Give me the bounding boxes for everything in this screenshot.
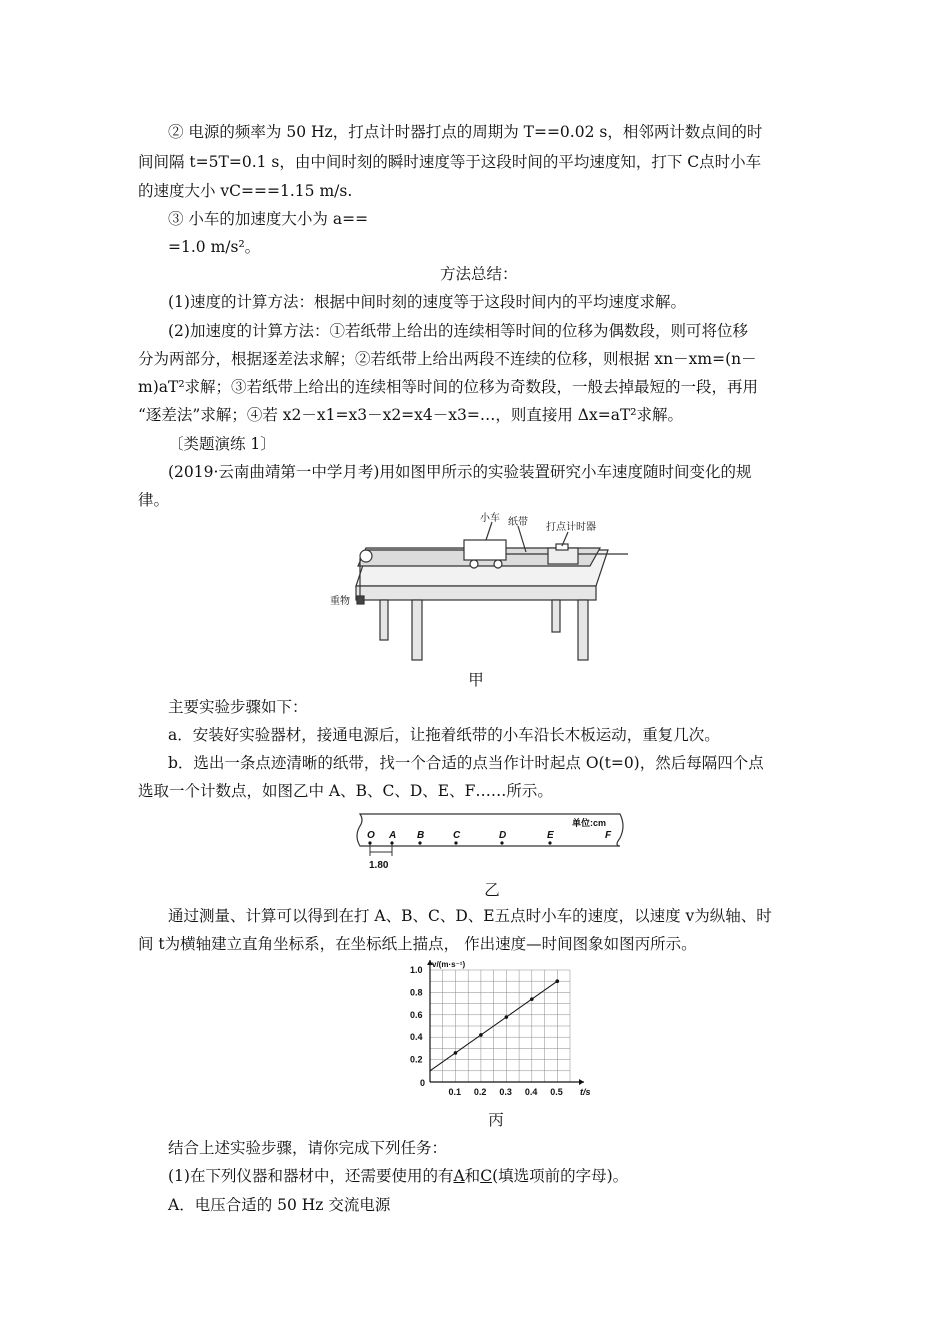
data-point [505, 1015, 509, 1019]
question-1-and: 和 [464, 1167, 481, 1185]
answer-a: A [453, 1167, 465, 1185]
table-edge [356, 586, 596, 600]
tape-dot [418, 841, 421, 844]
x-axis-label: t/s [580, 1087, 591, 1097]
x-axis-arrow [579, 1079, 584, 1085]
cart [464, 540, 506, 560]
y-tick-label: 1.0 [410, 965, 423, 975]
text-line-8: (2)加速度的计算方法：①若纸带上给出的连续相等时间的位移为偶数段，则可将位移 [168, 322, 748, 340]
text-line-9: 分为两部分，根据逐差法求解；②若纸带上给出两段不连续的位移，则根据 xn－xm=(n－ [138, 350, 757, 368]
text-line-5: =1.0 m/s²。 [168, 238, 261, 256]
tape-point-label: A [389, 830, 397, 841]
weight [357, 596, 364, 604]
table-leg [578, 600, 588, 660]
text-line-19: 通过测量、计算可以得到在打 A、B、C、D、E五点时小车的速度，以速度 v为纵轴、时 [168, 907, 772, 925]
x-tick-label: 0.3 [499, 1087, 512, 1097]
section-heading: 方法总结： [440, 265, 518, 283]
cart-wheel [494, 560, 502, 568]
text-line-20: 间 t为横轴建立直角坐标系，在坐标纸上描点， 作出速度—时间图象如图丙所示。 [138, 935, 697, 953]
apparatus-figure [328, 508, 628, 663]
table-leg [380, 600, 388, 640]
label-timer: 打点计时器 [546, 522, 596, 533]
figure2-caption: 乙 [484, 881, 500, 899]
text-line-18: 选取一个计数点，如图乙中 A、B、C、D、E、F……所示。 [138, 782, 553, 800]
data-point [479, 1033, 483, 1037]
text-line-11: “逐差法”求解；④若 x2－x1=x3－x2=x4－x3=…，则直接用 Δx=aT²求解。 [138, 406, 683, 424]
data-point [555, 979, 559, 983]
text-line-14: 律。 [138, 491, 170, 509]
pulley [360, 550, 372, 562]
tape-point-label: C [453, 830, 461, 841]
tape-unit: 单位:cm [572, 818, 607, 828]
text-line-10: m)aT²求解；③若纸带上给出的连续相等时间的位移为奇数段，一般去掉最短的一段，再用 [138, 378, 759, 396]
label-tape: 纸带 [508, 517, 528, 528]
text-line-16: a．安装好实验器材，接通电源后，让拖着纸带的小车沿长木板运动，重复几次。 [168, 726, 720, 744]
x-tick-label: 0.5 [550, 1087, 563, 1097]
data-point [530, 997, 534, 1001]
x-tick-label: 0.4 [524, 1087, 538, 1097]
tape-dot [500, 841, 503, 844]
tape-point-label: D [499, 830, 507, 841]
tape-dot [454, 841, 457, 844]
origin-label: 0 [420, 1078, 426, 1088]
option-a: A．电压合适的 50 Hz 交流电源 [168, 1196, 391, 1214]
y-axis-label: v/(m·s⁻¹) [432, 960, 466, 969]
tape-point-label: E [547, 830, 554, 841]
text-line-22 [168, 1166, 628, 1186]
table-leg [552, 600, 560, 632]
y-tick-label: 0.8 [410, 987, 423, 998]
tape-point-label: O [367, 830, 375, 841]
y-tick-label: 0.6 [410, 1009, 423, 1020]
data-point [454, 1051, 458, 1055]
question-1-text: (1)在下列仪器和器材中，还需要使用的有 [168, 1167, 454, 1185]
cart-wheel [470, 560, 478, 568]
x-tick-label: 0.2 [473, 1087, 487, 1097]
tape-dimension: 1.80 [369, 860, 389, 871]
tape-dot [548, 841, 551, 844]
table-leg [412, 600, 422, 660]
text-line-4: ③ 小车的加速度大小为 a== [168, 210, 369, 228]
y-tick-label: 0.2 [410, 1054, 423, 1065]
text-line-2: 间间隔 t=5T=0.1 s，由中间时刻的瞬时速度等于这段时间的平均速度知，打下 C点时小车 [138, 153, 762, 171]
question-1-hint: (填选项前的字母)。 [492, 1167, 629, 1185]
answer-c: C [480, 1167, 493, 1185]
x-tick-label: 0.1 [448, 1087, 461, 1097]
figure3-caption: 丙 [488, 1111, 504, 1129]
vt-chart [404, 958, 591, 1106]
figure1-caption: 甲 [468, 671, 484, 689]
tape-point-label: F [605, 830, 612, 841]
text-line-13: (2019·云南曲靖第一中学月考)用如图甲所示的实验装置研究小车速度随时间变化的规 [168, 463, 752, 481]
text-line-12: 〔类题演练 1〕 [168, 435, 276, 453]
text-line-17: b．选出一条点迹清晰的纸带，找一个合适的点当作计时起点 O(t=0)，然后每隔四个点 [168, 754, 764, 772]
y-tick-label: 0.4 [410, 1032, 423, 1043]
text-line-1: ② 电源的频率为 50 Hz，打点计时器打点的周期为 T==0.02 s，相邻两计数点间的时 [168, 123, 763, 141]
text-line-15: 主要实验步骤如下： [168, 698, 308, 716]
text-line-21: 结合上述实验步骤，请你完成下列任务： [168, 1139, 448, 1157]
tape-figure [354, 810, 626, 874]
text-line-7: (1)速度的计算方法：根据中间时刻的速度等于这段时间内的平均速度求解。 [168, 293, 686, 311]
label-weight: 重物 [330, 596, 350, 607]
label-cart: 小车 [480, 513, 500, 524]
tape-point-label: B [417, 830, 425, 841]
text-line-3: 的速度大小 vC===1.15 m/s. [138, 182, 353, 200]
